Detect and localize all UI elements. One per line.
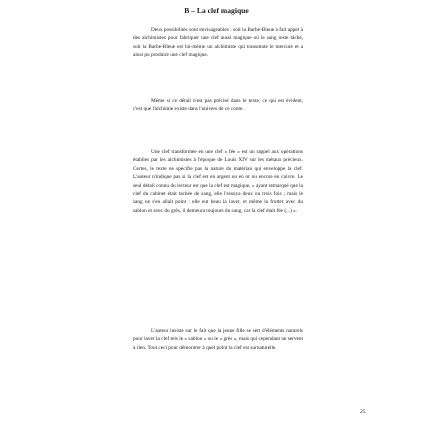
section-heading: B – La clef magique — [184, 6, 249, 15]
paragraph-text: Deux possibilités sont envisageables : soit la Barbe-Bleue a fait appel à des alchimistes pour fabriquer une clef aussi magique où le sang reste tâché, soit la Barbe-Bleue est lui-même un alchimiste qui transmute le mercure et a ainsi pu produire une clef magique. — [133, 27, 303, 59]
paragraph-text: Une clef transformée en une clef « fée » est un rappel aux opérations établies par les alchimistes à l'époque de Louis XIV sur les métaux précieux. Certes, le texte ne spécifie pas la nature du matériau qui enveloppe la clef. L'auteur n'indique pas si la clef est en argent ou en or ou encore en cuivre. Le seul détail connu du lecteur est que la clef est magique, « ayant remarqué que la clef du cabinet était tachée de sang, elle l'essuya deux ou trois fois ; mais le sang ne s'en allait point : elle eut beau la laver, et même la frotter avec du sablon et avec du grès, il demeura toujours du sang, car la clef était fée (...) ». — [133, 149, 303, 214]
paragraph-block-2 — [133, 97, 303, 114]
paragraph-text: Même si ce détail n'est pas précisé dans le texte, ce qui est évident, c'est que l'alchimie existe dans l'univers de ce conte. — [133, 98, 303, 113]
paragraph-block-3 — [133, 148, 303, 215]
paragraph-text: L'auteur insiste sur le fait que la jeune fille se sert d'éléments naturels pour laver la clef tels le « sablon » ou le « grès », mais qui cependant ne servent à rien. Tout ceci pour démontrer à quel point la clef est surnaturelle. — [133, 328, 303, 351]
paragraph-block-4 — [133, 327, 303, 352]
page-number: 25 — [360, 409, 366, 415]
paragraph-block-1 — [133, 26, 303, 60]
